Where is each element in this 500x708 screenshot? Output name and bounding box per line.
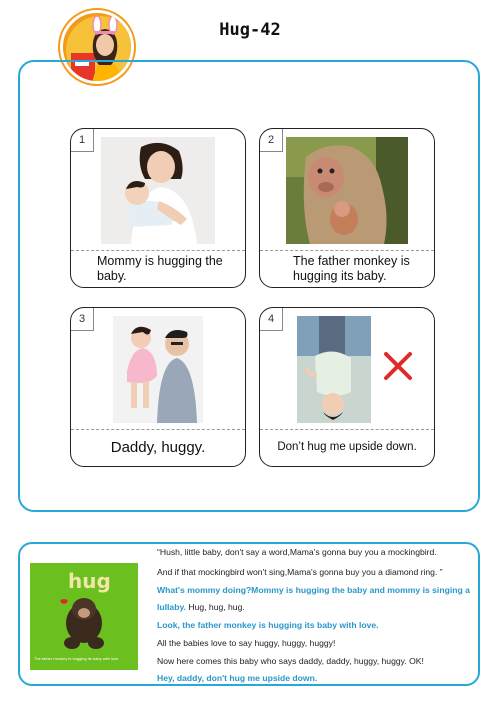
card-number: 3 (71, 308, 94, 331)
photo-mother-hugging-baby (101, 137, 215, 244)
monkey-illustration-icon (30, 563, 138, 670)
flashcard-4 (259, 307, 435, 467)
flashcard-1 (70, 128, 246, 288)
story-line: Hey, daddy, don't hug me upside down. (157, 673, 318, 683)
story-line: What's mommy doing?Mommy is hugging the baby and mommy is singing a (157, 585, 470, 595)
card-caption: Don’t hug me upside down. (277, 440, 417, 453)
flashcard-2 (259, 128, 435, 288)
red-x-icon (382, 350, 414, 382)
flashcard-3 (70, 307, 246, 467)
card-caption: Mommy is hugging the baby. (97, 253, 223, 283)
book-cover (30, 563, 138, 670)
book-cover-caption: The father monkey is hugging its baby with love. (34, 656, 120, 661)
card-divider (260, 250, 434, 251)
card-caption: Daddy, huggy. (110, 438, 206, 456)
story-line: “Hush, little baby, don't say a word,Mama's gonna buy you a mockingbird. (157, 547, 437, 557)
story-line: All the babies love to say huggy, huggy, huggy! (157, 638, 336, 648)
photo-daddy-hugging-daughter (113, 316, 203, 423)
card-divider (260, 429, 434, 430)
card-divider (71, 429, 245, 430)
photo-upside-down-hug (297, 316, 371, 423)
card-number: 4 (260, 308, 283, 331)
story-line: Look, the father monkey is hugging its baby with love. (157, 620, 379, 630)
book-cover-title: hug (68, 569, 111, 593)
page-title: Hug-42 (219, 20, 281, 40)
story-line: Now here comes this baby who says daddy, daddy, huggy, huggy. OK! (157, 656, 424, 666)
card-caption: The father monkey is hugging its baby. (293, 253, 410, 283)
card-number: 2 (260, 129, 283, 152)
card-number: 1 (71, 129, 94, 152)
photo-father-monkey-hugging-baby (286, 137, 408, 244)
story-line: lullaby. Hug, hug, hug. (157, 602, 245, 612)
card-divider (71, 250, 245, 251)
story-line: And if that mockingbird won't sing,Mama's gonna buy you a diamond ring. ” (157, 567, 443, 577)
